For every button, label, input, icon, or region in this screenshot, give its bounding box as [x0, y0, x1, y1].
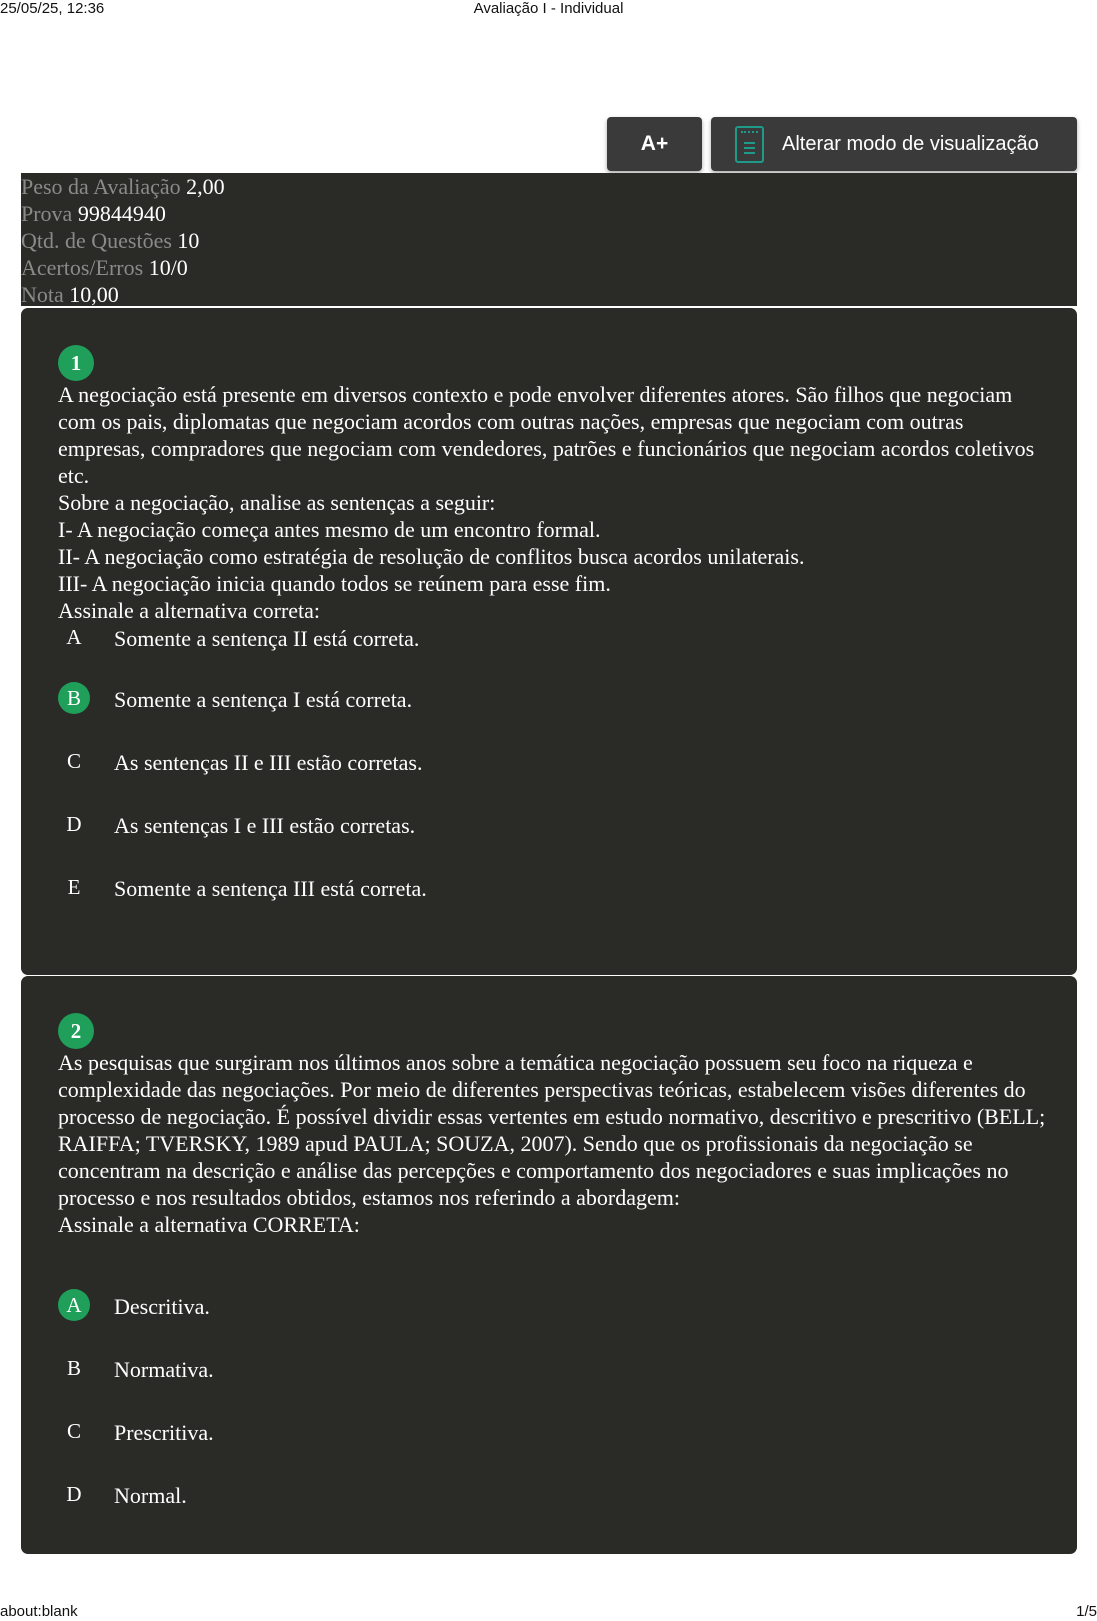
summary-value: 10/0 [148, 255, 188, 280]
option-text: Descritiva. [114, 1294, 210, 1319]
print-datetime: 25/05/25, 12:36 [0, 0, 105, 17]
question-text [58, 1049, 1048, 1238]
answer-option-b[interactable] [58, 1352, 958, 1386]
evaluation-summary [21, 173, 1077, 306]
summary-row-hits-errors [21, 254, 1077, 281]
answer-option-e[interactable] [58, 871, 958, 905]
question-paragraph: III- A negociação inicia quando todos se reúnem para esse fim. [58, 571, 611, 596]
option-letter: B [66, 1356, 81, 1380]
option-text: Normal. [114, 1483, 187, 1508]
option-letter: D [66, 812, 82, 836]
answer-option-d[interactable] [58, 1478, 958, 1512]
print-url: about:blank [0, 1603, 78, 1620]
option-text: Normativa. [114, 1357, 214, 1382]
summary-row-exam [21, 200, 1077, 227]
summary-label: Prova [21, 201, 73, 226]
summary-row-question-count [21, 227, 1077, 254]
answer-option-c[interactable] [58, 745, 958, 779]
question-text [58, 381, 1048, 624]
option-letter: C [66, 749, 81, 773]
summary-value: 2,00 [186, 174, 225, 199]
question-card-2 [21, 976, 1077, 1554]
option-text: Prescritiva. [114, 1420, 214, 1445]
question-card-1 [21, 308, 1077, 975]
answer-option-a[interactable] [58, 1289, 958, 1323]
summary-row-grade [21, 281, 1077, 308]
answer-option-b[interactable] [58, 682, 958, 716]
summary-value: 10 [177, 228, 200, 253]
option-letter: C [66, 1419, 81, 1443]
question-paragraph: Sobre a negociação, analise as sentenças a seguir: [58, 490, 496, 515]
print-page-number: 1/5 [1076, 1603, 1097, 1620]
question-number-badge: 2 [58, 1013, 94, 1049]
print-header [0, 0, 1097, 18]
summary-value: 10,00 [69, 282, 119, 307]
question-number-badge: 1 [58, 345, 94, 381]
option-letter: E [67, 875, 81, 899]
option-letter-selected: B [58, 682, 90, 714]
option-text: Somente a sentença I está correta. [114, 687, 413, 712]
option-text: As sentenças I e III estão corretas. [114, 813, 416, 838]
print-title: Avaliação I - Individual [473, 0, 624, 17]
question-paragraph: Assinale a alternativa CORRETA: [58, 1212, 360, 1237]
option-letter: A [66, 625, 82, 649]
increase-font-button[interactable]: A+ [607, 117, 702, 171]
option-text: Somente a sentença II está correta. [114, 626, 420, 651]
print-footer [0, 1603, 1097, 1621]
change-view-mode-label: Alterar modo de visualização [782, 132, 1039, 155]
summary-label: Nota [21, 282, 64, 307]
summary-label: Acertos/Erros [21, 255, 144, 280]
option-text: As sentenças II e III estão corretas. [114, 750, 423, 775]
summary-label: Peso da Avaliação [21, 174, 181, 199]
question-paragraph: Assinale a alternativa correta: [58, 598, 321, 623]
answer-option-c[interactable] [58, 1415, 958, 1449]
summary-label: Qtd. de Questões [21, 228, 172, 253]
answer-option-d[interactable] [58, 808, 958, 842]
question-paragraph: A negociação está presente em diversos contexto e pode envolver diferentes atores. São filhos que negociam com os pais, diplomatas que negociam acordos com outras nações, empresas que negociam com outras empresas, compradores que negociam com vendedores, patrões e funcionários que negociam acordos coletivos etc. [58, 382, 1035, 488]
summary-row-weight [21, 173, 1077, 200]
option-letter: D [66, 1482, 82, 1506]
option-text: Somente a sentença III está correta. [114, 876, 427, 901]
change-view-mode-button[interactable] [711, 117, 1077, 171]
toolbar [607, 117, 1077, 171]
option-letter-selected: A [58, 1289, 90, 1321]
answer-option-a[interactable] [58, 621, 958, 655]
summary-value: 99844940 [77, 201, 166, 226]
document-icon [735, 126, 764, 163]
question-paragraph: As pesquisas que surgiram nos últimos anos sobre a temática negociação possuem seu foco na riqueza e complexidade das negociações. Por meio de diferentes perspectivas teóricas, estabelecem visões diferentes do processo de negociação. É possível dividir essas vertentes em estudo normativo, descritivo e prescritivo (BELL; RAIFFA; TVERSKY, 1989 apud PAULA; SOUZA, 2007). Sendo que os profissionais da negociação se concentram na descrição e análise das percepções e comportamento dos negociadores e suas implicações no processo e nos resultados obtidos, estamos nos referindo a abordagem: [58, 1050, 1046, 1210]
question-paragraph: I- A negociação começa antes mesmo de um encontro formal. [58, 517, 601, 542]
question-paragraph: II- A negociação como estratégia de resolução de conflitos busca acordos unilaterais. [58, 544, 805, 569]
